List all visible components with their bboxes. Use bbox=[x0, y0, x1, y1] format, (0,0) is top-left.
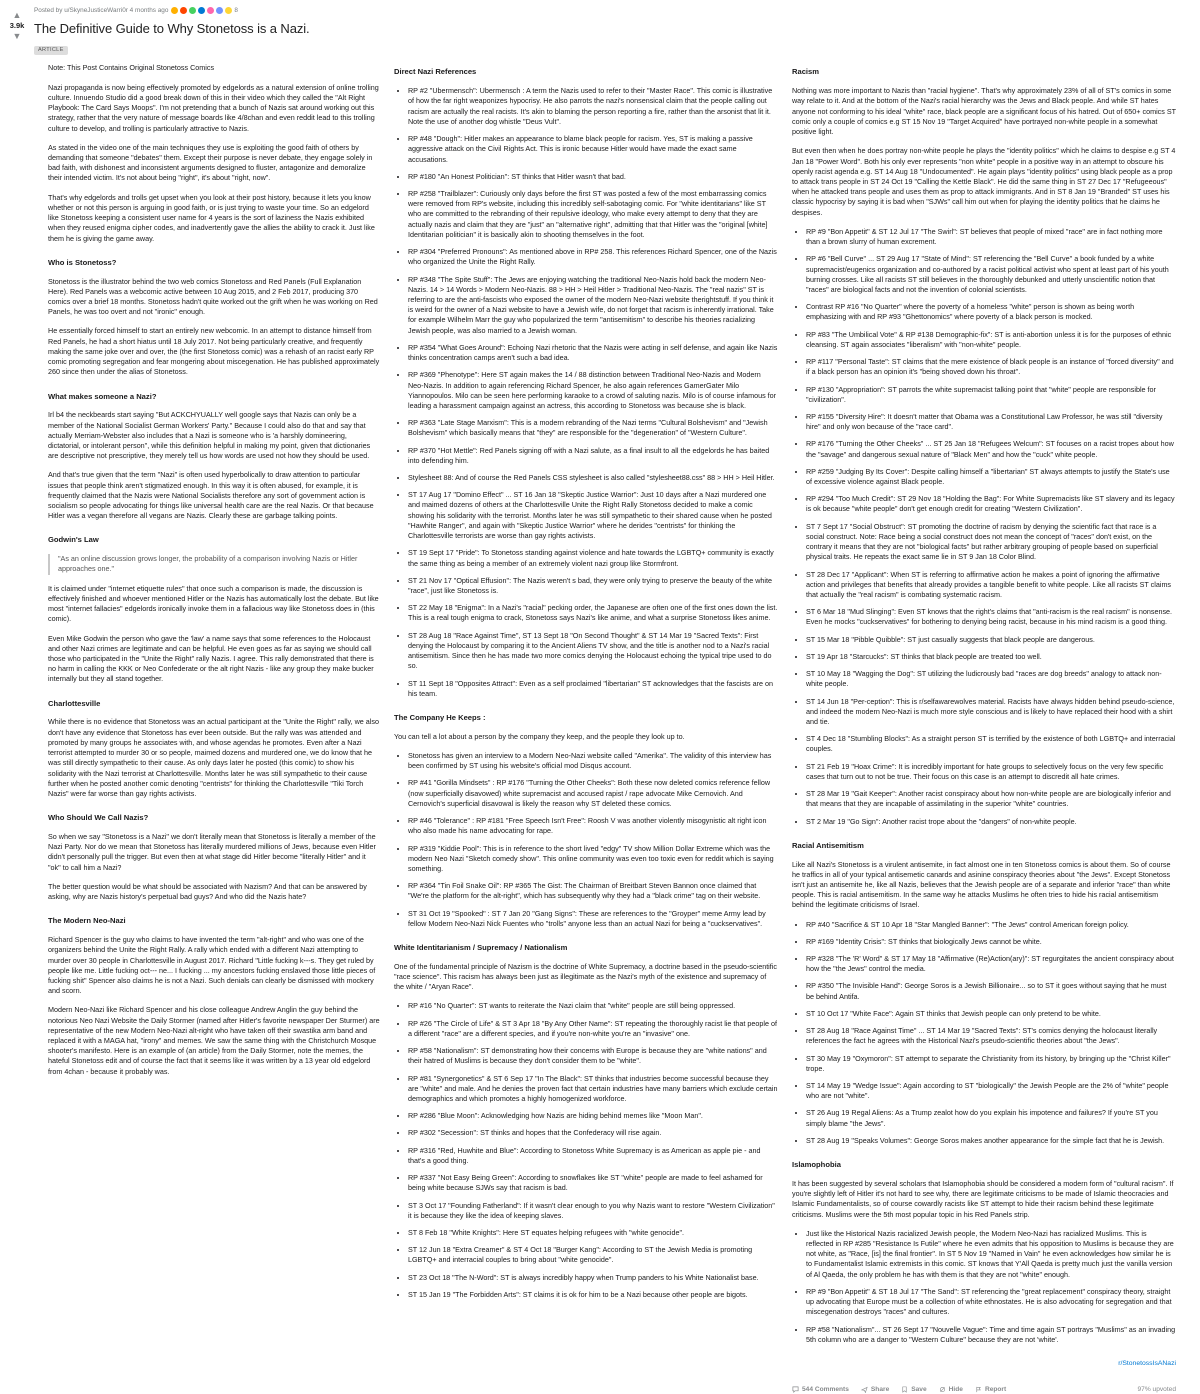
upvote-icon[interactable]: ▲ bbox=[12, 10, 22, 20]
list-item: • RP #176 "Turning the Other Cheeks" ... ST 25 Jan 18 "Refugees Welcum": ST focuses on a racist tropes about how the "savage" and dangerous sexual nature of "Black Men" and how the "cuck" white people. bbox=[806, 439, 1176, 459]
list-item: • RP #6 "Bell Curve" ... ST 29 Aug 17 "State of Mind": ST referencing the "Bell Curve" a book funded by a white supremacist/eugenics organization and co-authored by a racist political activist who spent at least part of his youth burning crosses. Like all racists ST still believes in the thoroughly debunked and utterly unscientific notion that "races" are biological facts and not the invention of colonial scientists. bbox=[806, 254, 1176, 295]
column-one bbox=[10, 63, 394, 1393]
list-item: • RP #81 "Synergonetics" & ST 6 Sep 17 "In The Black": ST thinks that industries become successful because they are "white" and male. And he denies the proven fact that certain industries have many barriers which exclude certain demographics and which promotes a highly homogenized workforce. bbox=[408, 1074, 778, 1105]
list-item: • RP #9 "Bon Appetit" & ST 12 Jul 17 "The Swirl": ST believes that people of mixed "race" are in fact nothing more than a brown slurry of human excrement. bbox=[806, 227, 1176, 247]
list-item: • Stylesheet 88: And of course the Red Panels CSS stylesheet is also called "stylesheet88.css" 88 > HH > Heil Hitler. bbox=[408, 473, 778, 483]
award-icon bbox=[189, 7, 196, 14]
list-item: • ST 15 Jan 19 "The Forbidden Arts": ST claims it is ok for him to be a Nazi because other people are bigots. bbox=[408, 1290, 778, 1300]
save-label: Save bbox=[911, 1385, 927, 1393]
column-three bbox=[792, 63, 1190, 1393]
list-item: • RP #41 "Gorilla Mindsets" : RP #176 "Turning the Other Cheeks": Both these now deleted comics reference fellow (now superficially disavowed) white supremacist and accused rapist / rape advocate Mike Cernovich. And Cernovich's superficial disavowal is likely the reason why ST deleted these comics. bbox=[408, 778, 778, 809]
list-item: • Contrast RP #16 "No Quarter" where the poverty of a homeless "white" person is shown as being worth emphasizing with and RP #93 "Ghettonomics" where poverty of a black person is mocked. bbox=[806, 302, 1176, 322]
hide-button[interactable] bbox=[939, 1385, 963, 1394]
award-icons[interactable] bbox=[171, 6, 238, 15]
list-item: • ST 10 Oct 17 "White Face": Again ST thinks that Jewish people can only pretend to be white. bbox=[806, 1009, 1176, 1019]
list-item: • ST 28 Aug 18 "Race Against Time", ST 13 Sept 18 "On Second Thought" & ST 14 Mar 19 "Sacred Texts": First denying the Holocaust by comparing it to the Ancient Aliens TV show, and the title is another nod to a Nazi's racial antisemitism. Since then he has made two more comics denying the Holocaust echoing the typical tripe used to do so. bbox=[408, 631, 778, 672]
company-list bbox=[394, 751, 778, 929]
list-item: • RP #319 "Kiddie Pool": This is in reference to the short lived "edgy" TV show Million Dollar Extreme which was the modern Neo Nazi "Sketch comedy show". This online community was even too toxic even for reddit which is saying something. bbox=[408, 844, 778, 875]
list-item: • ST 7 Sept 17 "Social Obstruct": ST promoting the doctrine of racism by denying the scientific fact that race is a social construct. Note: Race being a social construct does not mean the concept of "races" don't exist, on the contrary it means that they are not "biological facts" but rather arbitrary grouping of people based on superficial physical traits. He repeats the exact same lie in ST 9 Jan 18 Color Blind. bbox=[806, 522, 1176, 563]
list-item: • ST 8 Feb 18 "White Knights": Here ST equates helping refugees with "white genocide". bbox=[408, 1228, 778, 1238]
subreddit-link[interactable]: r/StonetossIsANazi bbox=[1118, 1359, 1176, 1367]
list-item: • ST 17 Aug 17 "Domino Effect" ... ST 16 Jan 18 "Skeptic Justice Warrior": Just 10 days after a Nazi murdered one and maimed dozens of others at the Charlottesville Unite the Right Rally Stonetoss decided to make a comic showing his solidarity with the terrorist. Months later he was still sympathetic to their shared cause when he posted "Hawhite Ranger", and again with "Skeptic Justice Warrior" where he derides "centrists" for thinking the Charlottesville terrorists are worse than gay rights activists. bbox=[408, 490, 778, 541]
list-item: • Stonetoss has given an interview to a Modern Neo-Nazi website called "Amerika". The validity of this interview has been confirmed by ST using his website's official mod Disqus account. bbox=[408, 751, 778, 771]
eye-slash-icon bbox=[939, 1386, 946, 1393]
paragraph: It has been suggested by several scholars that Islamophobia should be considered a modern form of "cultural racism". If you're slightly left of Hitler it's not hard to see why, there are legitimate criticisms to be made of Islamic theocracies and Islamic Fundamentalists, so of course cowardly racists like ST attempt to hide their racism behind these legitimate criticisms. Muslims were the 5th most popular topic in his Red Panels strip. bbox=[791, 1178, 1174, 1219]
paragraph: Like all Nazi's Stonetoss is a virulent antisemite, in fact almost one in ten Stonetoss comics is about them. So of course he traffics in all of your typical antisemetic canards and asinine conspiracy theories about "the Jews". Except Stonetoss isn't just an antisemite he, like all Nazis, believes that the Jewish people are of a separate and inferior "race" than white people. This is racial antisemitism. In the same way he attacks Muslims he often tries to hide his racial antisemitism behind the legitimate criticisms of Israel. bbox=[791, 859, 1171, 910]
section-heading-who-is-stonetoss: Who is Stonetoss? bbox=[48, 257, 117, 267]
paragraph: So when we say "Stonetoss is a Nazi" we don't literally mean that Stonetoss is literally a member of the Nazi Party. Nor do we mean that Stonetoss has literally murdered millions of Jews, because even Hitler didn't personally pull the trigger. But even then at what stage did Hitler become "literally Hitler" and it "ok" to call him a Nazi? bbox=[48, 831, 376, 872]
section-heading-company-he-keeps: The Company He Keeps : bbox=[393, 712, 486, 722]
list-item: • RP #294 "Too Much Credit": ST 29 Nov 18 "Holding the Bag": For White Supremacists like ST slavery and its legacy is ok because "white people" don't get enough credit for creating "Western Civilization". bbox=[806, 494, 1176, 514]
list-item: • ST 19 Apr 18 "Starcucks": ST thinks that black people are treated too well. bbox=[806, 652, 1176, 662]
award-icon bbox=[198, 7, 205, 14]
list-item: • ST 23 Oct 18 "The N-Word": ST is always incredibly happy when Trump panders to his White Nationalist base. bbox=[408, 1273, 778, 1283]
upvote-percentage: 97% upvoted bbox=[1137, 1385, 1176, 1393]
list-item: • RP #363 "Late Stage Marxism": This is a modern rebranding of the Nazi terms "Cultural Bolshevism" and "Jewish Bolshevism" which basically means that "they" are responsible for the "degeneration" of "Western Culture". bbox=[408, 418, 778, 438]
list-item: • RP #259 "Judging By Its Cover": Despite calling himself a "libertarian" ST always attempts to justify the State's use of excessive violence against Black people. bbox=[806, 467, 1176, 487]
list-item: • RP #354 "What Goes Around": Echoing Nazi rhetoric that the Nazis were acting in self defense, and again like Nazis thinks concentration camps aren't such a bad idea. bbox=[408, 343, 778, 363]
list-item: • ST 2 Mar 19 "Go Sign": Another racist trope about the "dangers" of non-white people. bbox=[806, 817, 1176, 827]
list-item: • ST 28 Mar 19 "Gait Keeper": Another racist conspiracy about how non-white people are are biologically inferior and that means that they are incapable of assimilating in the superior "white" countries. bbox=[806, 789, 1176, 809]
paragraph: Nothing was more important to Nazis than "racial hygiene". That's why approximately 23% of all of ST's comics in some way relate to it. And at the bottom of the Nazi's racial hierarchy was the Jews and Black people. And while ST hates anyone not conforming to his ideal "white" race, black people are a significant focus of his hatred. Out of 650+ comics ST comic only a couple of comics e.g ST 15 Nov 19 "Target Acquired" have portrayed non-white people in a somewhat positive light. bbox=[791, 86, 1176, 137]
section-heading-charlottesville: Charlottesville bbox=[48, 698, 101, 708]
list-item: • RP #328 "The 'R' Word" & ST 17 May 18 "Affirmative (Re)Action(ary)": ST regurgitates the ancient conspiracy about how the "the Jews" control the media. bbox=[806, 954, 1176, 974]
antisemitism-list bbox=[792, 920, 1176, 1147]
list-item: • RP #350 "The Invisible Hand": George Soros is a Jewish Billionaire... so to ST it goes without saying that he must be behind Antifa. bbox=[806, 981, 1176, 1001]
post-byline: Posted by u/SkyneJusticeWarri0r 4 months ago bbox=[34, 7, 169, 14]
paragraph: He essentially forced himself to start an entirely new webcomic. In an attempt to distance himself from Red Panels, he had a short hiatus until 18 July 2017. Not being particularly creative, and frequently making the same joke over and over, the (the first Stonetoss comic) was a rehash of an racist early RP comic promoting segregation and fear mongering about miscegenation. He has published approximately 260 since then under the alias of Stonetoss. bbox=[48, 326, 380, 377]
list-item: • ST 4 Dec 18 "Stumbling Blocks": As a straight person ST is terrified by the existence of both LGBTQ+ and interracial couples. bbox=[806, 734, 1176, 754]
post-meta bbox=[34, 6, 1190, 15]
list-item: • ST 12 Jun 18 "Extra Creamer" & ST 4 Oct 18 "Burger Kang": According to ST the Jewish Media is promoting LGBTQ+ and interracial couples to bring about "white genocide". bbox=[408, 1245, 778, 1265]
paragraph: While there is no evidence that Stonetoss was an actual participant at the "Unite the Right" rally, we also don't have any evidence that Stonetoss has ever been outside. But the rally was was attended and promoted by many groups he associates with, and whose agendas he promotes. Even after a Nazi terrorist attempted to murder 30 or so people, maimed dozens and murdered one, we do know that he was still directly sympathetic to their cause. As only days later he posted (this comic) to show his solidarity with the Nazi terrorist at Charlottesville. Months later he was still sympathetic to their cause further when he posted another comic denoting "centrists" for thinking the Charlottesville "Tiki Torch Nazis" were far worse than gay rights activists. bbox=[48, 717, 379, 798]
list-item: • RP #9 "Bon Appetit" & ST 18 Jul 17 "The Sand": ST referencing the "great replacement" conspiracy theory, straight up advocating that Europe must be a collection of white ethnostates. He is also advocating for segregation and that miscegenation destroys "races" and cultures. bbox=[806, 1287, 1176, 1318]
paragraph: Even Mike Godwin the person who gave the 'law' a name says that some references to the Holocaust and other Nazi crimes are legitimate and can be helpful. He even goes as far as saying we should call those who participated in the "Unite the Right" rally Nazis. I agree. This rally demonstrated that there is no harm in calling the KKK or Neo Confederate or the alt right Nazis - like any group they make bucker internally but they all stand together. bbox=[48, 633, 374, 684]
award-count: 8 bbox=[234, 7, 238, 14]
post-flair[interactable]: ARTICLE bbox=[34, 46, 68, 56]
report-label: Report bbox=[984, 1385, 1007, 1393]
section-heading-direct-nazi-references: Direct Nazi References bbox=[393, 67, 477, 77]
list-item: • ST 19 Sept 17 "Pride": To Stonetoss standing against violence and hate towards the LGBTQ+ community is exactly the same thing as being a member of an extremely violent nazi group like Stormfront. bbox=[408, 548, 778, 568]
list-item: • RP #83 "The Umbilical Vote" & RP #138 Demographic-fix": ST is anti-abortion unless it is for the purposes of ethnic cleansing. ST again associates "liberalism" with "non-white" people. bbox=[806, 330, 1176, 350]
list-item: • RP #286 "Blue Moon": Acknowledging how Nazis are hiding behind memes like "Moon Man". bbox=[408, 1111, 778, 1121]
godwin-quote: "As an online discussion grows longer, the probability of a comparison involving Nazis or Hitler approaches one." bbox=[48, 554, 380, 574]
list-item: • RP #348 "The Spite Stuff": The Jews are enjoying watching the traditional Neo-Nazis hold back the modern Neo-Nazis. 14 > 14 Words > Modern Neo-Nazis. 88 > HH > Heil Hitler > Traditional Neo-Nazis. The "real nazis" ST is referring to are the anti-fascists who exposed the owner of the modern Neo-Nazi website therightstuff. If you think it is weird for the owner of a Nazi website to have a Jewish wife, do not forget that racism is inherently irrational. Take for example Wilhelm Marr the guy who popularized the term "antisemitism" to describe his theories racializing Jewish people, was also married to a Jewish woman. bbox=[408, 275, 778, 336]
islamophobia-list bbox=[792, 1229, 1176, 1345]
paragraph: You can tell a lot about a person by the company they keep, and the people they look up to. bbox=[393, 731, 685, 741]
post-score: 3.9k bbox=[9, 20, 25, 30]
paragraph: The better question would be what should be associated with Nazism? And that can be answered by asking, why are Nazis history's perpetual bad guys? And who did the Nazis hate? bbox=[48, 881, 367, 902]
paragraph: Modern Neo-Nazi like Richard Spencer and his close colleague Andrew Anglin the guy behind the notorious Neo Nazi Website the Daily Stormer (named after Hitler's favorite newspaper Der Sturmer) are representative of the new Modern Neo-Nazi alt-right who have taken off their swastika arm band and replaced it with a MAGA hat, "irony" and memes. We saw the same thing with the Christchurch Mosque shooter's manifesto. Here is an example of (an article) from the Daily Stormer, note the memes, the hateful Stonetoss edit and of course the fact that it seems like it was written by a 13 year old edgelord from 4chan - because it probably was. bbox=[48, 1005, 380, 1076]
comment-icon bbox=[792, 1386, 799, 1393]
list-item: • ST 21 Nov 17 "Optical Effusion": The Nazis weren't s bad, they were only trying to preserve the beauty of the white "race", just like Stonetoss is. bbox=[408, 576, 778, 596]
list-item: • RP #58 "Nationalism": ST demonstrating how their concerns with Europe is because they are "white nations" and their hatred of Muslims is because they don't consider them to be "white". bbox=[408, 1046, 778, 1066]
list-item: • ST 30 May 19 "Oxymoron": ST attempt to separate the Christianity from its history, by bringing up the "Christ Killer" trope. bbox=[806, 1054, 1176, 1074]
paragraph: Nazi propaganda is now being effectively promoted by edgelords as a natural extension of online trolling culture. Innuendo Studio did a good break down of this in their video which they called the "Alt Right Playbook: The Card Says Moops". I'm not pretending that a bunch of Nazis sat around working out this strategy, rather that the very nature of message boards like 4/8chan and even reddit lead to this trolling culture to develop, and trolling is particularly attractive to Nazis. bbox=[48, 82, 379, 133]
list-item: • ST 31 Oct 19 "Spooked" : ST 7 Jan 20 "Gang Signs": These are references to the "Groyper" meme Army lead by fellow Modern Neo-Nazi Nick Fuentes who "trolls" anyone less than an actual Nazi for being a "cuckservatives". bbox=[408, 909, 778, 929]
post-note: Note: This Post Contains Original Stonetoss Comics bbox=[48, 63, 215, 73]
list-item: • RP #48 "Dough": Hitler makes an appearance to blame black people for racism. Yes, ST is making a passive aggressive attack on the Civil Rights Act. This is ironic because Hitler would have made the exact same accusations. bbox=[408, 134, 778, 165]
list-item: • RP #258 "Trailblazer": Curiously only days before the first ST was posted a few of the most embarrassing comics were removed from RP's website, including this incredibly self-sabotaging comic. For "white identitarians" like ST who are committed to the rebranding of their repulsive ideology, who make every attempt to deny that they are actually nazis and claim that they are "just" an "alternative right", admitting that that Hitler was the "original [white] Identitarian politician" it is basically akin to shooting themselves in the foot. bbox=[408, 189, 778, 240]
section-heading-white-identitarianism: White Identitarianism / Supremacy / Nationalism bbox=[393, 943, 568, 953]
list-item: • RP #180 "An Honest Politician": ST thinks that Hitler wasn't that bad. bbox=[408, 172, 778, 182]
list-item: • RP #337 "Not Easy Being Green": According to snowflakes like ST "white" people are made to feel ashamed for being white because SJWs say that racism is bad. bbox=[408, 1173, 778, 1193]
paragraph: As stated in the video one of the main techniques they use is exploiting the good faith of others by demanding that someone "debates" them. Except their purpose is never debate, they engage solely in bad faith, with dishonest and inconsistent arguments designed to fluster, antagonize and demoralize their intended victim. It's not about being "right", it's about "right, now". bbox=[48, 142, 373, 183]
list-item: • RP #58 "Nationalism"... ST 26 Sept 17 "Nouvelle Vague": Time and time again ST portrays "Muslims" as an invading 5th column who are a danger to "Western Culture" because they are not 'white'. bbox=[806, 1325, 1176, 1345]
section-heading-godwins-law: Godwin's Law bbox=[48, 535, 99, 545]
paragraph: It is claimed under "internet etiquette rules" that once such a comparison is made, the discussion is effectively finished and whoever mentioned Hitler or the Nazis has automatically lost the debate. But like most "internet fallacies" edgelords ironically invoke them in a fallacious way like Stonetoss does in (this comic). bbox=[48, 583, 379, 624]
list-item: • RP #117 "Personal Taste": ST claims that the mere existence of black people is an instance of "forced diversity" and if a black person has an opinion it's "being shoved down his throat". bbox=[806, 357, 1176, 377]
page-title: The Definitive Guide to Why Stonetoss is a Nazi. bbox=[34, 21, 310, 37]
list-item: • Just like the Historical Nazis racialized Jewish people, the Modern Neo-Nazi has racialized Muslims. This is reflected in RP #285 "Resistance Is Futile" where he even admits that his opposition to Muslims is because they are not white, as "Race, [is] the final frontier". In ST 5 Nov 19 "Named in Vain" he even acknowledges how similar he is to Fundamentalist Islamic extremists in this comic. ST knows that Y'All Qaeda is pretty much just the vanilla version of Al Qaeda, the only problem he has with them is that they are not "white" enough. bbox=[806, 1229, 1176, 1280]
list-item: • RP #2 "Ubermensch": Ubermensch : A term the Nazis used to refer to their "Master Race". This comic is illustrative of how the far right weaponizes hypocrisy. He also parrots the nazi's nonsensical claim that the people calling out racism are actually the real racists. It's akin to blaming the person reporting a fire, rather than the arsonist that lit it. Note the use of another dog whistle "Deus Vult". bbox=[408, 86, 778, 127]
list-item: • RP #370 "Hot Mettle": Red Panels signing off with a Nazi salute, as a final insult to all the edgelords he has baited into defending him. bbox=[408, 446, 778, 466]
paragraph: Richard Spencer is the guy who claims to have invented the term "alt-right" and who was one of the organizers behind the Unite the Right Rally. A rally which ended with a different Nazi attempting to murder over 30 people in Charlottesville in August 2017. Richard "Little fucking k---s. They get ruled by people like me. Little fucking oct--- ne... I fucking ... my ancestors fucking enslaved those little pieces of fucking shit" Spencer also claims he is not a Nazi. Such denials can clearly be dismissed with mockery and scorn. bbox=[48, 935, 376, 996]
list-item: • ST 15 Mar 18 "Pibble Quibble": ST just casually suggests that black people are dangerous. bbox=[806, 635, 1176, 645]
list-item: • RP #304 "Preferred Pronouns": As mentioned above in RP# 258. This references Richard Spencer, one of the Nazis who organized the Unite the Right Rally. bbox=[408, 247, 778, 267]
award-icon bbox=[180, 7, 187, 14]
racism-list bbox=[792, 227, 1176, 827]
list-item: • RP #169 "Identity Crisis": ST thinks that biologically Jews cannot be white. bbox=[806, 937, 1176, 947]
award-icon bbox=[225, 7, 232, 14]
paragraph: But even then when he does portray non-white people he plays the "identity politics" which he claims to despise e.g ST 4 Jan 18 "Power Word". Both his only ever represents "non white" people in a positive way in an attempt to obscure his openly racist agenda e.g. ST 14 Aug 18 "Undocumented". He again plays "identity politics" using black people as a prop to attack trans people in ST 24 Oct 19 "Calling the Kettle Black". He did the same thing in ST 27 Dec 17 "Refugeeous" when he attacked trans people and uses them as prop to attack immigrants. And in ST 8 Jan 19 "Branded" ST uses his classic hypocrisy by saying it is bad when "SJWs" call him out when for playing the identity politics that he claims he despises. bbox=[791, 146, 1176, 217]
award-icon bbox=[207, 7, 214, 14]
list-item: • RP #40 "Sacrifice & ST 10 Apr 18 "Star Mangled Banner": "The Jews" control American foreign policy. bbox=[806, 920, 1176, 930]
paragraph: That's why edgelords and trolls get upset when you look at their post history, because it lets you know whether or not this person is arguing in good faith, or is just trying to waste your time. So an edgelord like Stonetoss keeping a consistent user name for 4 years is the sort of laziness the Nazis exhibited when they reused enigma cipher codes, and inadvertently gave the allies the ability to crack it. Just like them he is giving the game away. bbox=[48, 192, 375, 243]
downvote-icon[interactable]: ▼ bbox=[12, 31, 22, 42]
list-item: • RP #316 "Red, Huwhite and Blue": According to Stonetoss White Supremacy is as American as apple pie - and that's a good thing. bbox=[408, 1146, 778, 1166]
share-button[interactable] bbox=[861, 1385, 889, 1394]
list-item: • ST 22 May 18 "Enigma": In a Nazi's "racial" pecking order, the Japanese are often one of the first ones down the list. This is a real tough enigma to crack, Stonetoss says Nazi's like anime, and what a surprise Stonetoss likes anime. bbox=[408, 603, 778, 623]
section-heading-what-makes-a-nazi: What makes someone a Nazi? bbox=[48, 391, 157, 401]
section-heading-islamophobia: Islamophobia bbox=[791, 1160, 841, 1170]
list-item: • ST 11 Sept 18 "Opposites Attract": Even as a self proclaimed "libertarian" ST acknowledges that the fascists are on his team. bbox=[408, 679, 778, 699]
column-two bbox=[394, 63, 792, 1393]
list-item: • ST 26 Aug 19 Regal Aliens: As a Trump zealot how do you explain his impotence and failures? If you're ST you simply blame "the Jews". bbox=[806, 1108, 1176, 1128]
award-icon bbox=[171, 7, 178, 14]
list-item: • ST 28 Dec 17 "Applicant": When ST is referring to affirmative action he makes a point of ignoring the affirmative action and privileges that benefits that already provides a tangible benefit to white people. Like all racists ST claims that actually the "real racism" is combating systematic racism. bbox=[806, 570, 1176, 601]
section-heading-modern-neo-nazi: The Modern Neo-Nazi bbox=[48, 916, 126, 926]
list-item: • ST 3 Oct 17 "Founding Fatherland": If it wasn't clear enough to you why Nazis want to restore "Western Civilization" it is because they like the idea of keeping slaves. bbox=[408, 1201, 778, 1221]
comments-button[interactable] bbox=[792, 1385, 849, 1394]
list-item: • RP #155 "Diversity Hire": It doesn't matter that Obama was a Constitutional Law Professor, he was still "diversity hire" and only won because of the "race card". bbox=[806, 412, 1176, 432]
list-item: • RP #369 "Phenotype": Here ST again makes the 14 / 88 distinction between Traditional Neo-Nazis and Modern Neo-Nazis. In addition to again referencing Richard Spencer, he also again references GamerGater Milo Yiannopoulos. Milo can be seen here performing karaoke to a crowd of saluting nazis. Milo is of course infamous for leading a harassment campaign against an actress, this according to Stonetoss was because she is black. bbox=[408, 370, 778, 411]
flag-icon bbox=[975, 1386, 982, 1393]
paragraph: Stonetoss is the illustrator behind the two web comics Stonetoss and Red Panels (Full Explanation Here). Red Panels was a webcomic active between 10 Aug 2015, and 2 Feb 2017, producing 370 comics over a brief 18 months. Stonetoss hadn't quite worked out the grift when he was working on Red Panels, he was too overt and not "ironic" enough. bbox=[48, 276, 378, 317]
list-item: • RP #26 "The Circle of Life" & ST 3 Apr 18 "By Any Other Name": ST repeating the thoroughly racist lie that people of a different "race" are a different species, and if you're non-white you're an "invasive" one. bbox=[408, 1019, 778, 1039]
section-heading-who-should-we-call-nazis: Who Should We Call Nazis? bbox=[48, 813, 149, 823]
white-identitarianism-list bbox=[394, 1001, 778, 1300]
share-label: Share bbox=[870, 1385, 890, 1393]
direct-nazi-list bbox=[394, 86, 778, 699]
list-item: • RP #302 "Secession": ST thinks and hopes that the Confederacy will rise again. bbox=[408, 1128, 778, 1138]
list-item: • ST 21 Feb 19 "Hoax Crime": It is incredibly important for hate groups to selectively focus on the very few specific cases that turn out to not be true. Their focus on this case is an attempt to discredit all hate crimes. bbox=[806, 762, 1176, 782]
post-action-bar bbox=[792, 1379, 1176, 1394]
report-button[interactable] bbox=[975, 1385, 1006, 1394]
save-button[interactable] bbox=[901, 1385, 926, 1394]
vote-bar[interactable] bbox=[0, 0, 34, 63]
award-icon bbox=[216, 7, 223, 14]
list-item: • RP #130 "Appropriation": ST parrots the white supremacist talking point that "white" people are responsible for "civilization". bbox=[806, 385, 1176, 405]
comments-label: 544 Comments bbox=[801, 1385, 849, 1393]
paragraph: One of the fundamental principle of Nazism is the doctrine of White Supremacy, a doctrine based in the pseudo-scientific "race science". This racism has always been just as illegitimate as the Nazi's myth of the existence and supremacy of the white / "Aryan Race". bbox=[393, 961, 777, 992]
share-icon bbox=[861, 1386, 868, 1393]
list-item: • ST 14 May 19 "Wedge Issue": Again according to ST "biologically" the Jewish People are the 2% of "white" people who are not "white". bbox=[806, 1081, 1176, 1101]
list-item: • RP #46 "Tolerance" : RP #181 "Free Speech Isn't Free": Roosh V was another violently misogynistic alt right icon who also made his name advocating for rape. bbox=[408, 816, 778, 836]
list-item: • ST 14 Jun 18 "Per-ception": This is r/selfawarewolves material. Racists have always hidden behind pseudo-science, and indeed the modern Neo-Nazi is much more style conscious and is likely to have replaced their hood with a shirt and tie. bbox=[806, 697, 1176, 728]
section-heading-racism: Racism bbox=[791, 67, 820, 77]
section-heading-racial-antisemitism: Racial Antisemitism bbox=[791, 840, 864, 850]
list-item: • RP #16 "No Quarter": ST wants to reiterate the Nazi claim that "white" people are still being oppressed. bbox=[408, 1001, 778, 1011]
paragraph: And that's true given that the term "Nazi" is often used hyperbolically to draw attention to particular issues that people think aren't stigmatized enough. In this way it is often abused, for example, it is frequently claimed that the Nazis were National Socialists therefore any sort of government action is socialism so people advocating for things like universal health care are the real Nazis. Or that because Hitler was a vegan therefore all vegans are Nazis. Clearly these are garbage talking points. bbox=[48, 470, 374, 521]
list-item: • ST 10 May 18 "Wagging the Dog": ST utilizing the ludicrously bad "races are dog breeds" analogy to attack non-white people. bbox=[806, 669, 1176, 689]
hide-label: Hide bbox=[948, 1385, 963, 1393]
paragraph: Irl b4 the neckbeards start saying "But ACKCHYUALLY well google says that Nazis can only be a member of the National Socialist German Workers' Party." Because I could also do that and say that actually Merriam-Webster also includes that a Nazi is someone who is 'a harshly domineering, dictatorial, or intolerant person", while this definition helpful in making my point, given that dictionaries are descriptive not prescriptive, they merely tell us how words are used not how they should be used. bbox=[48, 410, 371, 461]
list-item: • RP #364 "Tin Foil Snake Oil": RP #365 The Gist: The Chairman of Breitbart Steven Bannon once claimed that "We're the platform for the alt-right", which has subsequently why they had a "black crime" tag on their website. bbox=[408, 881, 778, 901]
list-item: • ST 28 Aug 18 "Race Against Time" ... ST 14 Mar 19 "Sacred Texts": ST's comics denying the holocaust literally references the fact he agrees with the Historical Nazi's pseudo-scientific theories about "the Jews". bbox=[806, 1026, 1176, 1046]
list-item: • ST 28 Aug 19 "Speaks Volumes": George Soros makes another appearance for the simple fact that he is Jewish. bbox=[806, 1136, 1176, 1146]
list-item: • ST 6 Mar 18 "Mud Slinging": Even ST knows that the right's claims that "anti-racism is the real racism" is nonsense. Even he mocks "cuckservatives" for bothering to denying being racist, because in his mind racism is a good thing. bbox=[806, 607, 1176, 627]
bookmark-icon bbox=[901, 1386, 908, 1393]
